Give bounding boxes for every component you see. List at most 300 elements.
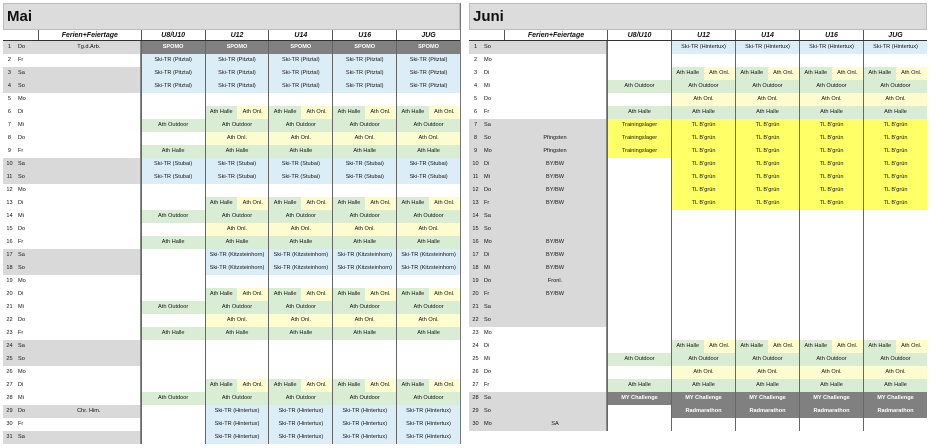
u16-cell <box>799 223 863 236</box>
weekday: Di <box>482 158 504 171</box>
halle-entry: Ath Halle <box>800 67 832 80</box>
weekday: Sa <box>16 249 38 262</box>
day-row <box>3 353 460 366</box>
jug-cell <box>863 288 927 301</box>
u12-cell: TL B'grün <box>671 184 735 197</box>
day-row <box>469 249 927 262</box>
u12-cell: Ski-TR (Pitztal) <box>205 67 269 80</box>
u16-cell: Ski-TR (Stubai) <box>332 158 396 171</box>
day-row <box>469 41 927 54</box>
u16-cell: Ath Outdoor <box>332 392 396 405</box>
u8-cell: Trainingslager <box>607 132 671 145</box>
u14-cell: Ski-TR (Stubai) <box>268 171 332 184</box>
day-number: 27 <box>3 379 16 392</box>
jug-cell <box>396 340 460 353</box>
header-u12: U12 <box>671 30 735 40</box>
day-row <box>469 353 927 366</box>
u14-cell: TL B'grün <box>735 119 799 132</box>
day-row <box>469 366 927 379</box>
u8-cell: Ath Halle <box>141 236 205 249</box>
u12-cell: Ath Halle <box>205 327 269 340</box>
u16-cell: TL B'grün <box>799 145 863 158</box>
day-number: 19 <box>3 275 16 288</box>
jug-cell: MY Challenge <box>863 392 927 405</box>
weekday: Mi <box>16 119 38 132</box>
online-entry: Ath Onl. <box>832 67 864 80</box>
halle-entry: Ath Halle <box>269 379 300 392</box>
day-row <box>3 158 460 171</box>
day-number: 9 <box>469 145 482 158</box>
jug-cell <box>396 106 460 119</box>
u14-cell: Ath Halle <box>268 327 332 340</box>
u14-cell <box>735 67 799 80</box>
u12-cell <box>671 418 735 431</box>
day-row <box>3 106 460 119</box>
header-blank <box>16 30 38 40</box>
u12-cell: TL B'grün <box>671 132 735 145</box>
day-row <box>469 340 927 353</box>
weekday: Mo <box>16 184 38 197</box>
u14-cell: Ath Outdoor <box>268 301 332 314</box>
holiday-cell: BY/BW <box>504 197 607 210</box>
day-row <box>469 262 927 275</box>
u12-cell: Ath Halle <box>205 145 269 158</box>
halle-entry: Ath Halle <box>397 288 428 301</box>
weekday: Do <box>16 405 38 418</box>
day-number: 16 <box>469 236 482 249</box>
u12-cell: Ath Onl. <box>671 366 735 379</box>
header-blank <box>469 30 482 40</box>
u8-cell <box>607 54 671 67</box>
u12-cell <box>671 54 735 67</box>
u14-cell: Ath Onl. <box>268 132 332 145</box>
weekday: So <box>482 405 504 418</box>
holiday-cell <box>38 327 141 340</box>
u14-cell: Ath Onl. <box>735 93 799 106</box>
day-row <box>3 145 460 158</box>
day-row <box>3 340 460 353</box>
u14-cell: Ath Onl. <box>268 223 332 236</box>
jug-cell: Ath Outdoor <box>396 119 460 132</box>
u16-cell <box>332 93 396 106</box>
u16-cell: Ski-TR (Hintertux) <box>332 431 396 444</box>
u14-cell: TL B'grün <box>735 197 799 210</box>
mai-column-header <box>3 30 460 41</box>
weekday: Sa <box>482 119 504 132</box>
u14-cell <box>268 379 332 392</box>
u8-cell <box>141 223 205 236</box>
jug-cell <box>863 275 927 288</box>
holiday-cell <box>504 353 607 366</box>
u12-cell: Ath Outdoor <box>205 392 269 405</box>
u12-cell: Ath Outdoor <box>205 119 269 132</box>
u8-cell <box>141 106 205 119</box>
weekday: Do <box>482 275 504 288</box>
u16-cell: TL B'grün <box>799 171 863 184</box>
u8-cell <box>607 93 671 106</box>
u8-cell <box>141 314 205 327</box>
weekday: Do <box>482 366 504 379</box>
jug-cell: Ath Onl. <box>396 132 460 145</box>
holiday-cell <box>38 353 141 366</box>
jug-cell <box>396 93 460 106</box>
u16-cell <box>332 275 396 288</box>
holiday-cell <box>38 379 141 392</box>
u16-cell <box>799 314 863 327</box>
holiday-cell <box>38 301 141 314</box>
online-entry: Ath Onl. <box>429 197 460 210</box>
weekday: Sa <box>16 340 38 353</box>
jug-cell: TL B'grün <box>863 158 927 171</box>
u8-cell: Ath Outdoor <box>607 80 671 93</box>
day-row <box>3 54 460 67</box>
holiday-cell <box>38 262 141 275</box>
u14-cell: MY Challenge <box>735 392 799 405</box>
jug-cell: Ath Halle <box>863 379 927 392</box>
day-row <box>3 275 460 288</box>
jug-cell <box>863 301 927 314</box>
u8-cell <box>607 275 671 288</box>
header-u12: U12 <box>205 30 269 40</box>
jug-cell: Ath Halle <box>396 327 460 340</box>
day-number: 5 <box>3 93 16 106</box>
holiday-cell <box>504 106 607 119</box>
online-entry: Ath Onl. <box>832 340 864 353</box>
u12-cell: Ski-TR (Pitztal) <box>205 54 269 67</box>
mai-section <box>3 3 461 444</box>
juni-month-title: Juni <box>469 3 927 30</box>
u8-cell <box>607 210 671 223</box>
jug-cell <box>396 379 460 392</box>
jug-cell <box>863 67 927 80</box>
u12-cell <box>671 301 735 314</box>
jug-cell: Ath Outdoor <box>863 80 927 93</box>
u16-cell: Ath Halle <box>799 379 863 392</box>
weekday: Sa <box>482 210 504 223</box>
online-entry: Ath Onl. <box>768 67 800 80</box>
u14-cell <box>268 288 332 301</box>
day-row <box>3 431 460 444</box>
u12-cell: Ski-TR (Hintertux) <box>671 41 735 54</box>
weekday: Fr <box>16 145 38 158</box>
u12-cell: Ath Onl. <box>205 314 269 327</box>
u12-cell <box>205 106 269 119</box>
u8-cell <box>607 41 671 54</box>
holiday-cell <box>504 80 607 93</box>
day-number: 20 <box>469 288 482 301</box>
weekday: Fr <box>482 288 504 301</box>
online-entry: Ath Onl. <box>237 197 268 210</box>
weekday: Do <box>16 41 38 54</box>
u12-cell <box>671 210 735 223</box>
u12-cell: TL B'grün <box>671 119 735 132</box>
weekday: Mi <box>482 262 504 275</box>
day-number: 22 <box>469 314 482 327</box>
u14-cell: Ski-TR (Kitzsteinhorn) <box>268 262 332 275</box>
weekday: Sa <box>482 392 504 405</box>
u16-cell: TL B'grün <box>799 132 863 145</box>
u12-cell <box>671 288 735 301</box>
day-number: 29 <box>469 405 482 418</box>
u8-cell <box>607 67 671 80</box>
holiday-cell <box>38 366 141 379</box>
weekday: Fr <box>16 418 38 431</box>
day-row <box>3 80 460 93</box>
u14-cell <box>735 314 799 327</box>
holiday-cell <box>504 314 607 327</box>
online-entry: Ath Onl. <box>365 197 396 210</box>
day-number: 24 <box>3 340 16 353</box>
day-number: 10 <box>469 158 482 171</box>
day-row <box>469 379 927 392</box>
day-number: 24 <box>469 340 482 353</box>
header-u16: U16 <box>332 30 396 40</box>
online-entry: Ath Onl. <box>896 340 928 353</box>
jug-cell: Ath Outdoor <box>396 210 460 223</box>
mai-month-title: Mai <box>3 3 460 30</box>
day-number: 8 <box>469 132 482 145</box>
holiday-cell <box>38 431 141 444</box>
u8-cell <box>607 418 671 431</box>
u8-cell <box>607 184 671 197</box>
weekday: Fr <box>482 379 504 392</box>
weekday: Fr <box>16 327 38 340</box>
jug-cell: Ath Onl. <box>396 314 460 327</box>
jug-cell <box>863 210 927 223</box>
u16-cell: Ath Outdoor <box>799 353 863 366</box>
holiday-cell <box>504 210 607 223</box>
day-row <box>469 288 927 301</box>
u16-cell: Ath Outdoor <box>332 210 396 223</box>
day-row <box>3 210 460 223</box>
day-row <box>3 184 460 197</box>
day-row <box>469 80 927 93</box>
u12-cell <box>205 184 269 197</box>
jug-cell <box>863 54 927 67</box>
u16-cell <box>332 366 396 379</box>
u16-cell: TL B'grün <box>799 158 863 171</box>
weekday: Di <box>16 197 38 210</box>
day-number: 14 <box>3 210 16 223</box>
u16-cell <box>799 327 863 340</box>
u16-cell: Ath Outdoor <box>332 119 396 132</box>
u12-cell: Ski-TR (Hintertux) <box>205 418 269 431</box>
u16-cell <box>799 54 863 67</box>
holiday-cell <box>38 314 141 327</box>
u16-cell <box>799 67 863 80</box>
u8-cell <box>141 262 205 275</box>
day-row <box>469 405 927 418</box>
u14-cell <box>268 275 332 288</box>
u14-cell: TL B'grün <box>735 158 799 171</box>
u12-cell: TL B'grün <box>671 145 735 158</box>
u14-cell: Ski-TR (Hintertux) <box>735 41 799 54</box>
halle-entry: Ath Halle <box>864 340 896 353</box>
header-ferien: Ferien+Feiertage <box>504 30 607 40</box>
u14-cell: TL B'grün <box>735 184 799 197</box>
weekday: Mo <box>482 418 504 431</box>
day-row <box>3 405 460 418</box>
u16-cell <box>799 340 863 353</box>
u14-cell <box>735 236 799 249</box>
u14-cell <box>735 54 799 67</box>
u8-cell: Ski-TR (Stubai) <box>141 171 205 184</box>
day-number: 10 <box>3 158 16 171</box>
holiday-cell: BY/BW <box>504 158 607 171</box>
jug-cell: Ski-TR (Pitztal) <box>396 80 460 93</box>
u12-cell <box>671 275 735 288</box>
u16-cell: Ski-TR (Stubai) <box>332 171 396 184</box>
u14-cell <box>268 366 332 379</box>
u12-cell: Ath Outdoor <box>671 353 735 366</box>
u14-cell: Ath Outdoor <box>735 353 799 366</box>
online-entry: Ath Onl. <box>365 288 396 301</box>
u8-cell: Ath Outdoor <box>141 301 205 314</box>
day-number: 31 <box>3 431 16 444</box>
u14-cell: Ski-TR (Hintertux) <box>268 405 332 418</box>
u16-cell: Ski-TR (Kitzsteinhorn) <box>332 249 396 262</box>
u16-cell <box>799 418 863 431</box>
online-entry: Ath Onl. <box>301 379 332 392</box>
holiday-cell <box>504 67 607 80</box>
u14-cell: Ath Onl. <box>735 366 799 379</box>
jug-cell <box>396 275 460 288</box>
u14-cell: Ath Outdoor <box>268 210 332 223</box>
weekday: Do <box>482 93 504 106</box>
weekday: Sa <box>16 67 38 80</box>
weekday: Sa <box>482 301 504 314</box>
jug-cell: TL B'grün <box>863 132 927 145</box>
day-number: 21 <box>469 301 482 314</box>
day-number: 21 <box>3 301 16 314</box>
holiday-cell <box>38 145 141 158</box>
day-number: 26 <box>469 366 482 379</box>
u12-cell <box>205 93 269 106</box>
day-number: 17 <box>469 249 482 262</box>
u16-cell: Ath Halle <box>799 106 863 119</box>
u8-cell <box>607 197 671 210</box>
u8-cell <box>607 236 671 249</box>
day-row <box>469 210 927 223</box>
u16-cell: Radmarathon <box>799 405 863 418</box>
juni-section <box>469 3 927 431</box>
holiday-cell: Fronl. <box>504 275 607 288</box>
holiday-cell <box>504 54 607 67</box>
holiday-cell: BY/BW <box>504 171 607 184</box>
holiday-cell <box>38 275 141 288</box>
day-number: 29 <box>3 405 16 418</box>
u12-cell: Ath Outdoor <box>205 301 269 314</box>
weekday: Mi <box>482 80 504 93</box>
halle-entry: Ath Halle <box>864 67 896 80</box>
weekday: Di <box>482 67 504 80</box>
u16-cell: Ski-TR (Pitztal) <box>332 67 396 80</box>
header-u16: U16 <box>799 30 863 40</box>
day-number: 27 <box>469 379 482 392</box>
day-number: 28 <box>469 392 482 405</box>
day-row <box>3 171 460 184</box>
u16-cell <box>799 301 863 314</box>
day-number: 16 <box>3 236 16 249</box>
online-entry: Ath Onl. <box>768 340 800 353</box>
holiday-cell: BY/BW <box>504 184 607 197</box>
u14-cell: TL B'grün <box>735 145 799 158</box>
u12-cell: Ath Onl. <box>205 132 269 145</box>
u12-cell: Ski-TR (Hintertux) <box>205 431 269 444</box>
weekday: So <box>482 314 504 327</box>
day-row <box>3 41 460 54</box>
day-row <box>469 197 927 210</box>
holiday-cell <box>504 405 607 418</box>
jug-cell <box>863 249 927 262</box>
holiday-cell <box>38 54 141 67</box>
halle-entry: Ath Halle <box>672 67 704 80</box>
halle-entry: Ath Halle <box>269 288 300 301</box>
day-row <box>469 119 927 132</box>
jug-cell <box>863 262 927 275</box>
online-entry: Ath Onl. <box>704 340 736 353</box>
online-entry: Ath Onl. <box>365 106 396 119</box>
day-number: 8 <box>3 132 16 145</box>
u16-cell: Ski-TR (Hintertux) <box>332 405 396 418</box>
u8-cell: Ath Outdoor <box>141 392 205 405</box>
day-number: 19 <box>469 275 482 288</box>
u16-cell: TL B'grün <box>799 197 863 210</box>
u16-cell: MY Challenge <box>799 392 863 405</box>
u16-cell: TL B'grün <box>799 184 863 197</box>
u8-cell <box>607 327 671 340</box>
u12-cell <box>671 262 735 275</box>
day-row <box>3 223 460 236</box>
day-number: 26 <box>3 366 16 379</box>
header-blank <box>3 30 16 40</box>
holiday-cell <box>504 119 607 132</box>
u8-cell: Ath Halle <box>141 145 205 158</box>
jug-cell: TL B'grün <box>863 119 927 132</box>
u8-cell <box>607 288 671 301</box>
day-row <box>469 301 927 314</box>
holiday-cell: BY/BW <box>504 236 607 249</box>
u16-cell: Ath Halle <box>332 327 396 340</box>
day-number: 23 <box>3 327 16 340</box>
weekday: Mi <box>482 171 504 184</box>
holiday-cell <box>504 93 607 106</box>
weekday: So <box>16 171 38 184</box>
holiday-cell <box>38 392 141 405</box>
weekday: Sa <box>16 431 38 444</box>
u14-cell <box>735 262 799 275</box>
u14-cell: TL B'grün <box>735 132 799 145</box>
u8-cell <box>141 366 205 379</box>
holiday-cell <box>38 210 141 223</box>
day-number: 30 <box>3 418 16 431</box>
juni-column-header <box>469 30 927 41</box>
u8-cell <box>607 301 671 314</box>
header-u8: U8/U10 <box>141 30 205 40</box>
online-entry: Ath Onl. <box>301 197 332 210</box>
day-number: 9 <box>3 145 16 158</box>
u8-cell <box>141 132 205 145</box>
holiday-cell <box>38 197 141 210</box>
weekday: Mo <box>482 145 504 158</box>
header-blank <box>482 30 504 40</box>
u14-cell <box>735 288 799 301</box>
holiday-cell <box>38 67 141 80</box>
u12-cell <box>671 223 735 236</box>
u8-cell <box>607 405 671 418</box>
u8-cell: Ath Outdoor <box>141 210 205 223</box>
weekday: Mo <box>482 327 504 340</box>
